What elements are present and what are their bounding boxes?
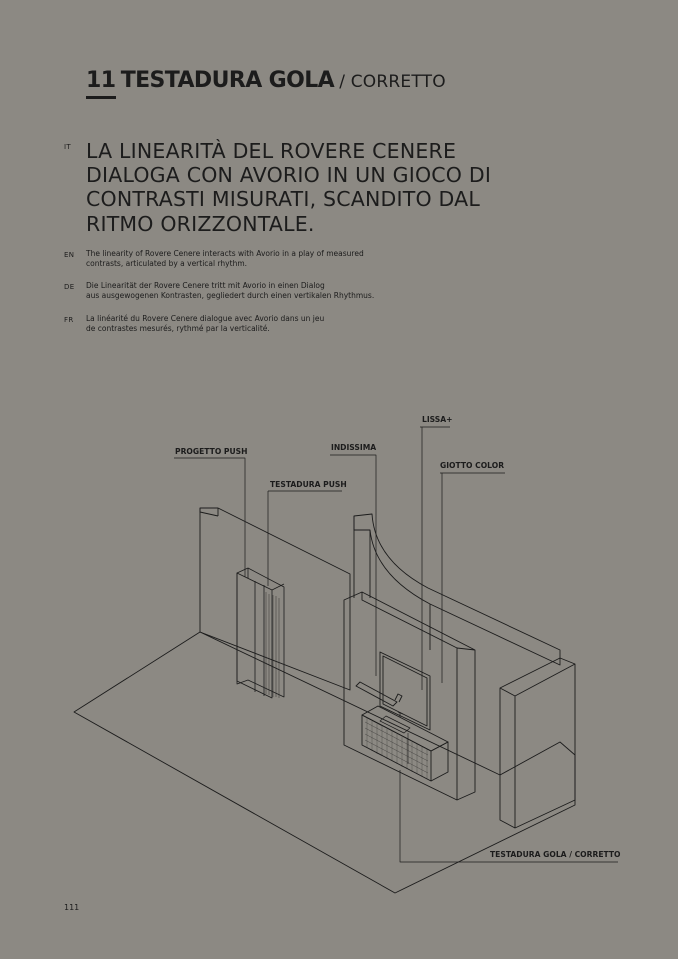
lang-code-it: IT [64,143,71,151]
english-description [86,249,406,268]
section-title: TESTADURA GOLA [120,68,335,93]
section-number: 11 [86,68,116,93]
french-line-2: de contrastes mesurés, rythmé par la verticalité. [86,323,270,333]
label-progetto-push: PROGETTO PUSH [175,447,248,456]
curved-partition [354,514,560,665]
label-indissima: INDISSIMA [331,443,377,452]
leader-lines [174,427,618,862]
tall-cabinet [237,568,284,698]
label-giotto-color: GIOTTO COLOR [440,461,505,470]
central-wall [344,592,475,800]
glass-shelf [356,682,397,706]
section-subtitle: / CORRETTO [339,72,446,92]
french-line-1: La linéarité du Rovere Cenere dialogue avec Avorio dans un jeu [86,314,325,323]
mirror [380,652,430,730]
page-title [86,68,446,93]
english-line-1: The linearity of Rovere Cenere interacts with Avorio in a play of measured [86,249,364,258]
italian-description: LA LINEARITÀ DEL ROVERE CENERE DIALOGA CON AVORIO IN UN GIOCO DI CONTRASTI MISURATI, SCANDITO DAL RITMO ORIZZONTALE. [86,139,492,236]
german-line-1: Die Linearität der Rovere Cenere tritt mit Avorio in einen Dialog [86,281,325,290]
french-description [86,314,406,333]
page-number: 111 [64,903,80,912]
german-description [86,281,406,300]
german-line-2: aus ausgewogenen Kontrasten, gegliedert durch einen vertikalen Rhythmus. [86,290,375,300]
lang-code-fr: FR [64,316,74,324]
vanity-unit [362,706,448,781]
lang-code-en: EN [64,251,75,259]
label-testadura-push: TESTADURA PUSH [270,480,347,489]
right-wall [500,658,575,828]
left-wall [200,508,350,690]
lang-code-de: DE [64,283,75,291]
bathroom-isometric-drawing [0,400,678,910]
label-testadura-gola: TESTADURA GOLA / CORRETTO [490,850,621,859]
english-line-2: contrasts, articulated by a vertical rhythm. [86,258,248,268]
label-lissa: LISSA+ [422,415,453,424]
